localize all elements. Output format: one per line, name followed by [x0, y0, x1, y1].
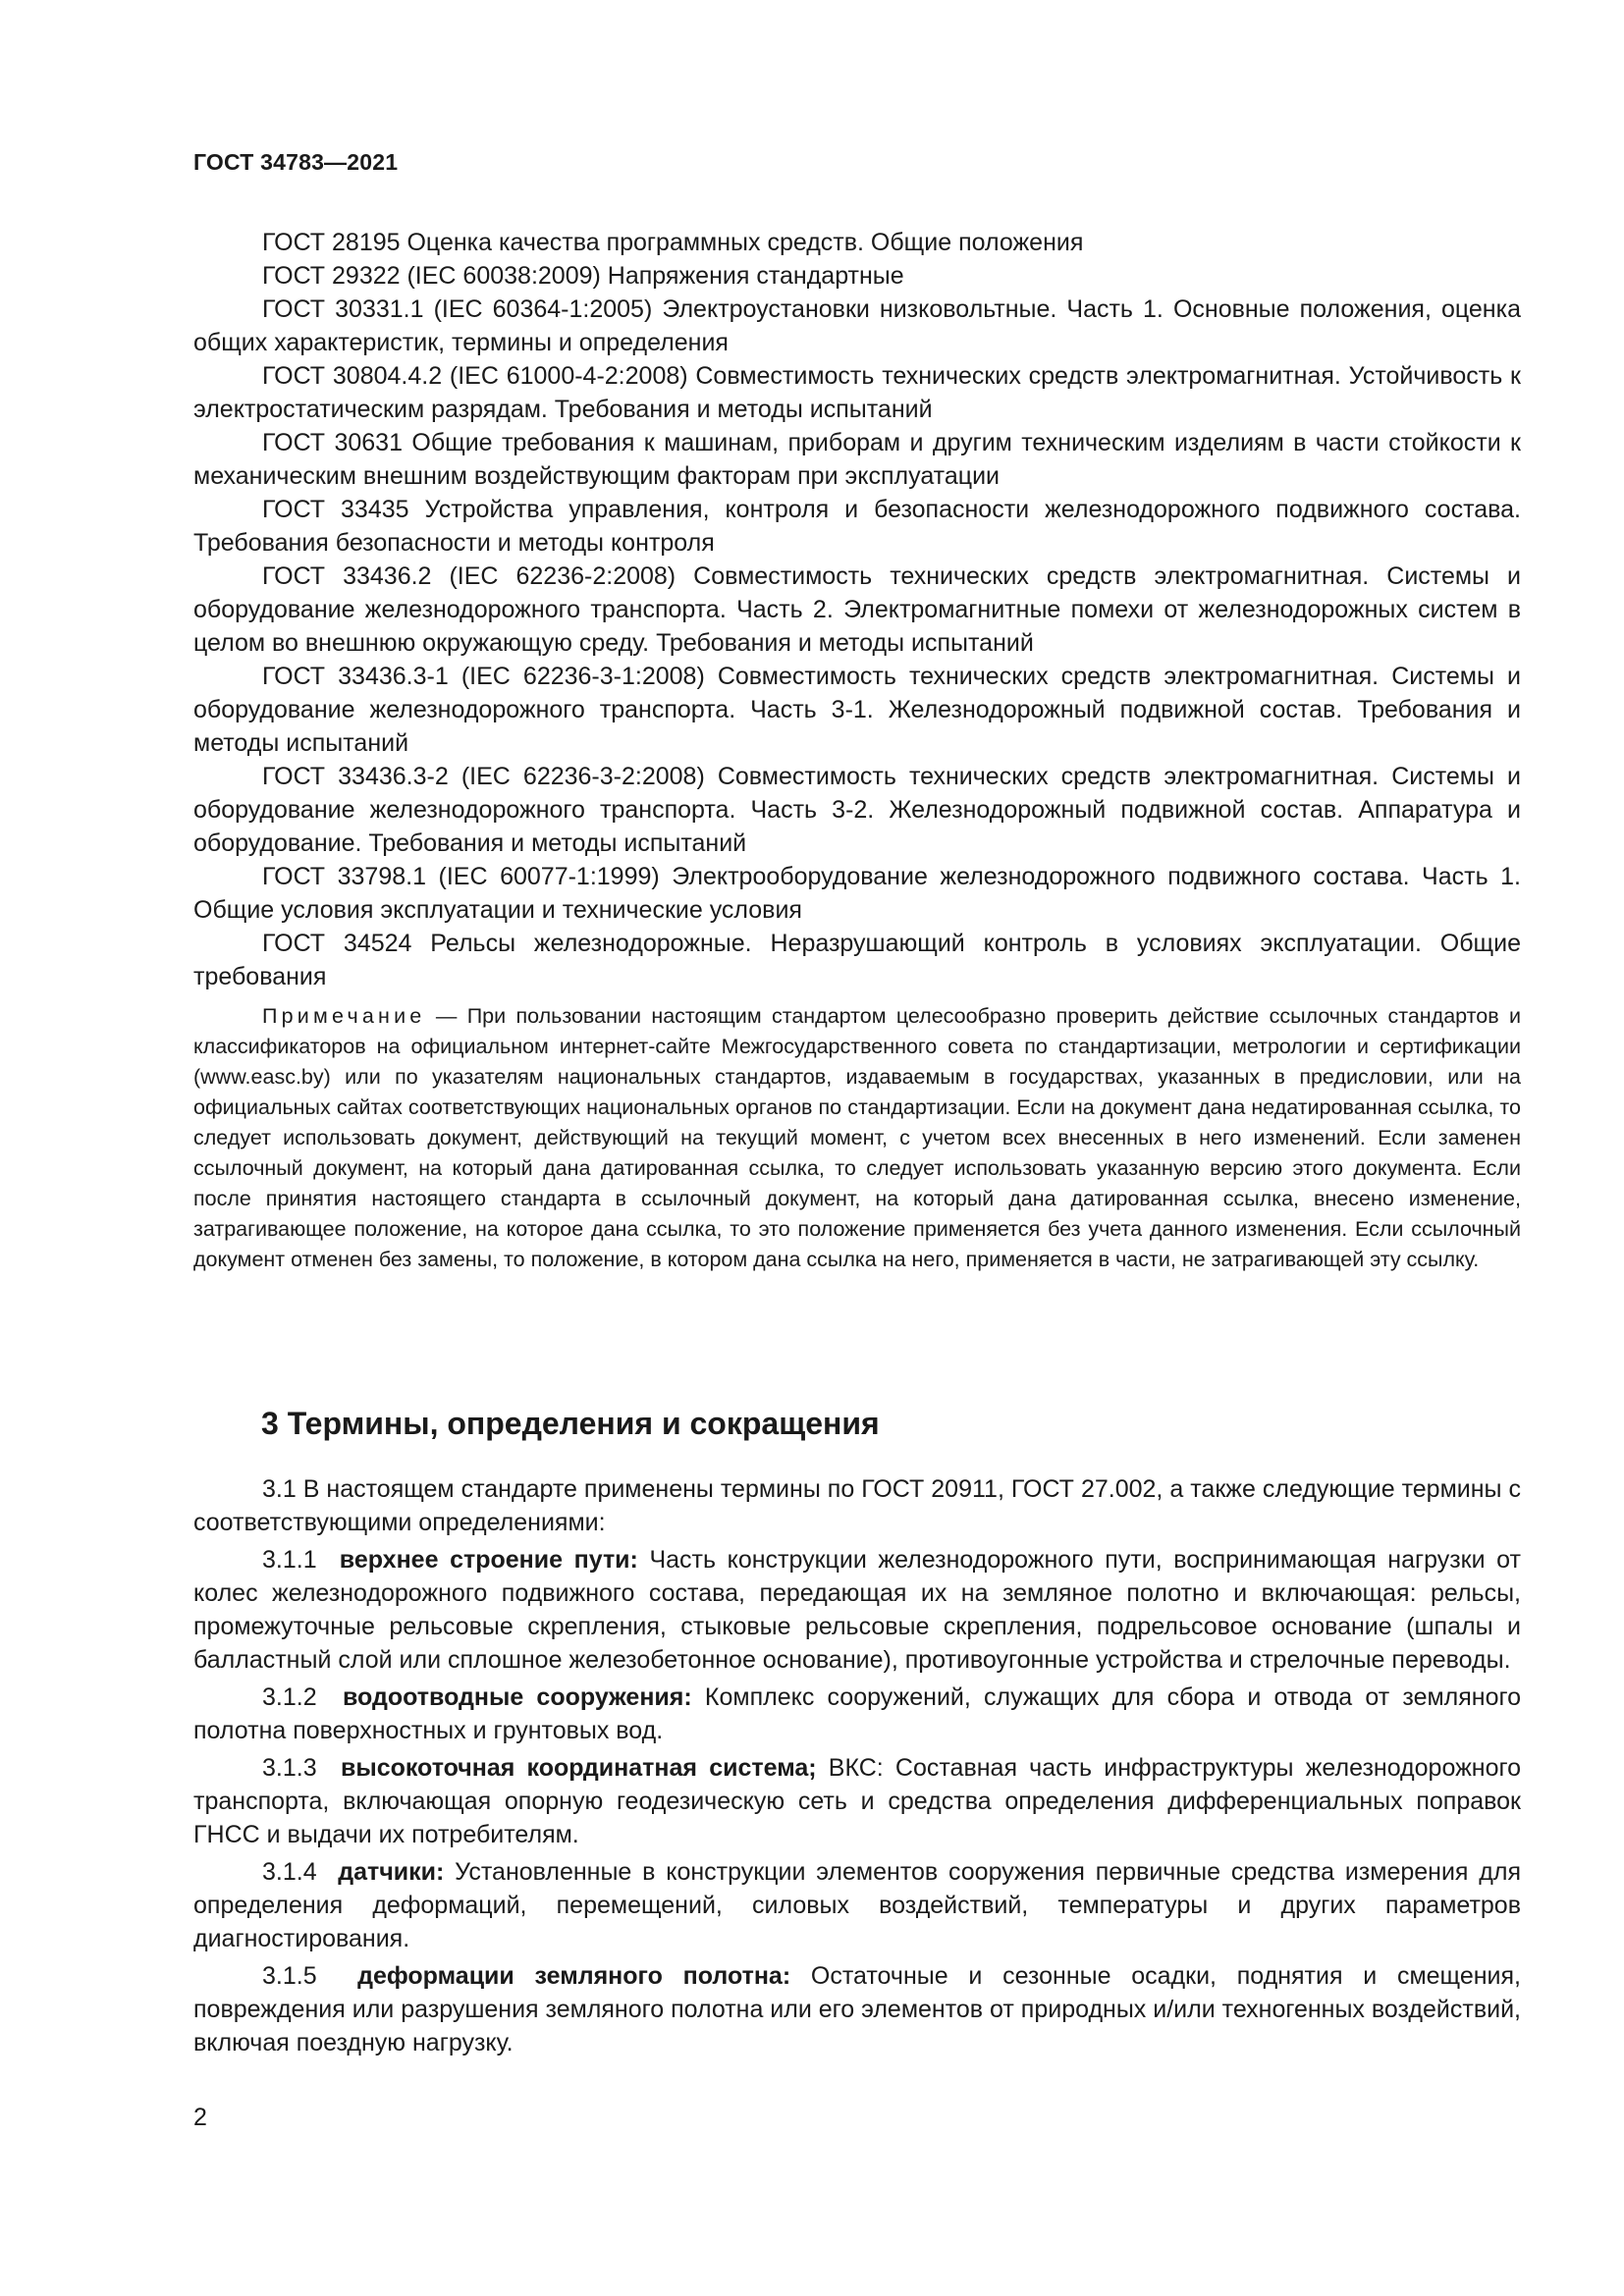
term-item	[193, 1855, 1521, 1955]
term-name: датчики:	[338, 1858, 445, 1886]
note-text: — При пользовании настоящим стандартом целесообразно проверить действие ссылочных стандартов и классификаторов на официальном интернет-сайте Межгосударственного совета по стандартизации, метрологии и сертификации (www.easc.by) или по указателям национальных стандартов, издаваемым в государствах, указанных в предисловии, или на официальных сайтах соответствующих национальных органов по стандартизации. Если на документ дана недатированная ссылка, то следует использовать документ, действующий на текущий момент, с учетом всех внесенных в него изменений. Если заменен ссылочный документ, на который дана датированная ссылка, то следует использовать указанную версию этого документа. Если после принятия настоящего стандарта в ссылочный документ, на который дана датированная ссылка, внесено изменение, затрагивающее положение, на которое дана ссылка, то это положение применяется без учета данного изменения. Если ссылочный документ отменен без замены, то положение, в котором дана ссылка на него, применяется в части, не затрагивающей эту ссылку.	[193, 1004, 1521, 1271]
terms-intro: 3.1 В настоящем стандарте применены термины по ГОСТ 20911, ГОСТ 27.002, а также следующие термины с соответствующими определениями:	[193, 1475, 1521, 1536]
term-definition: Остаточные и сезонные осадки, поднятия и смещения, повреждения или разрушения земляного полотна или его элементов от природных и/или техногенных воздействий, включая поездную нагрузку.	[193, 1962, 1521, 2056]
document-header: ГОСТ 34783—2021	[193, 149, 399, 175]
reference-item: ГОСТ 33798.1 (IEC 60077-1:1999) Электрооборудование железнодорожного подвижного состава. Часть 1. Общие условия эксплуатации и технические условия	[193, 863, 1521, 924]
term-number: 3.1.2	[262, 1683, 317, 1711]
terms-list	[193, 1472, 1521, 2063]
references-list	[193, 226, 1521, 993]
term-name: деформации земляного полотна:	[357, 1962, 791, 1990]
term-number: 3.1.3	[262, 1754, 317, 1782]
term-name: высокоточная координатная система;	[340, 1754, 817, 1782]
term-name: верхнее строение пути:	[339, 1546, 638, 1574]
term-item	[193, 1751, 1521, 1851]
term-definition: ВКС: Составная часть инфраструктуры железнодорожного транспорта, включающая опорную геодезическую сеть и средства определения дифференциальных поправок ГНСС и выдачи их потребителям.	[193, 1754, 1521, 1848]
term-number: 3.1.5	[262, 1962, 317, 1990]
reference-item: ГОСТ 30804.4.2 (IEC 61000-4-2:2008) Совместимость технических средств электромагнитная. Устойчивость к электростатическим разрядам. Требования и методы испытаний	[193, 362, 1521, 423]
section-title: 3 Термины, определения и сокращения	[261, 1406, 880, 1441]
reference-item: ГОСТ 33436.3-2 (IEC 62236-3-2:2008) Совместимость технических средств электромагнитная. Системы и оборудование железнодорожного транспорта. Часть 3-2. Железнодорожный подвижной состав. Аппаратура и оборудование. Требования и методы испытаний	[193, 763, 1521, 857]
term-name: водоотводные сооружения:	[343, 1683, 692, 1711]
term-item	[193, 1681, 1521, 1747]
reference-item: ГОСТ 34524 Рельсы железнодорожные. Неразрушающий контроль в условиях эксплуатации. Общие требования	[193, 930, 1521, 990]
reference-item: ГОСТ 28195 Оценка качества программных средств. Общие положения	[262, 229, 1084, 256]
reference-item: ГОСТ 33435 Устройства управления, контроля и безопасности железнодорожного подвижного состава. Требования безопасности и методы контроля	[193, 496, 1521, 557]
term-definition: Часть конструкции железнодорожного пути, воспринимающая нагрузки от колес железнодорожного подвижного состава, передающая их на земляное полотно и включающая: рельсы, промежуточные рельсовые скрепления, стыковые рельсовые скрепления, подрельсовое основание (шпалы и балластный слой или сплошное железобетонное основание), противоугонные устройства и стрелочные переводы.	[193, 1546, 1521, 1674]
term-item	[193, 1959, 1521, 2059]
term-definition: Комплекс сооружений, служащих для сбора и отвода от земляного полотна поверхностных и грунтовых вод.	[193, 1683, 1521, 1744]
note-paragraph	[193, 1001, 1521, 1275]
term-number: 3.1.4	[262, 1858, 317, 1886]
term-number: 3.1.1	[262, 1546, 317, 1574]
reference-item: ГОСТ 30331.1 (IEC 60364-1:2005) Электроустановки низковольтные. Часть 1. Основные положения, оценка общих характеристик, термины и определения	[193, 295, 1521, 356]
term-definition: Установленные в конструкции элементов сооружения первичные средства измерения для определения деформаций, перемещений, силовых воздействий, температуры и других параметров диагностирования.	[193, 1858, 1521, 1952]
page-number: 2	[193, 2104, 207, 2131]
reference-item: ГОСТ 33436.2 (IEC 62236-2:2008) Совместимость технических средств электромагнитная. Системы и оборудование железнодорожного транспорта. Часть 2. Электромагнитные помехи от железнодорожных систем в целом во внешнюю окружающую среду. Требования и методы испытаний	[193, 562, 1521, 657]
note-label: Примечание	[262, 1004, 426, 1028]
note-block	[193, 1001, 1521, 1275]
reference-item: ГОСТ 30631 Общие требования к машинам, приборам и другим техническим изделиям в части стойкости к механическим внешним воздействующим факторам при эксплуатации	[193, 429, 1521, 490]
reference-item: ГОСТ 29322 (IEC 60038:2009) Напряжения стандартные	[262, 262, 904, 290]
term-item	[193, 1543, 1521, 1677]
reference-item: ГОСТ 33436.3-1 (IEC 62236-3-1:2008) Совместимость технических средств электромагнитная. Системы и оборудование железнодорожного транспорта. Часть 3-1. Железнодорожный подвижной состав. Требования и методы испытаний	[193, 663, 1521, 757]
